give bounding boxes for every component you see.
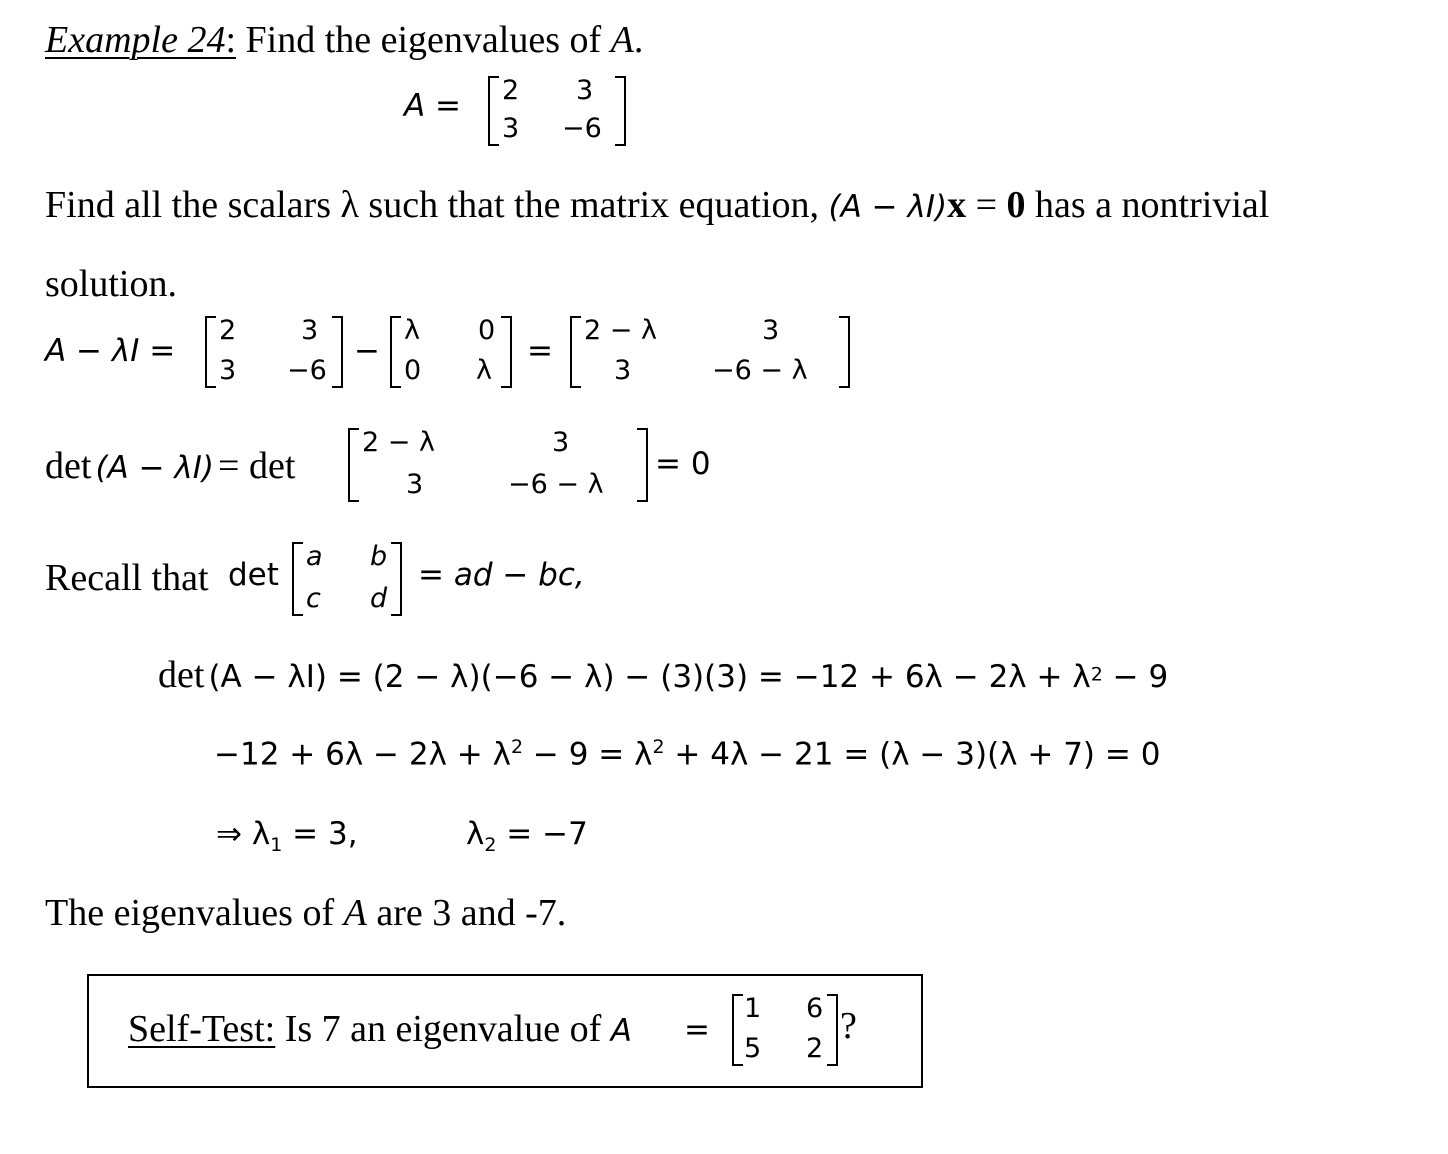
matrix-a: 2 3 3 −6 [488,76,626,146]
conclusion: The eigenvalues of A are 3 and -7. [45,892,567,934]
step1-lhs: A − λI = [45,333,176,369]
selftest-equals: = [684,1012,710,1048]
step5-lambda1: ⇒ $\lambda_1 = 3$, [216,816,358,857]
step4: $-12 + 6\lambda - 2\lambda + \lambda^2 - 9 = \lambda^2 + 4\lambda - 21 = (\lambda - 3)(\lambda + 7) = 0$ [214,736,1161,773]
step1-matrix-lambda-i: λ 0 0 λ [390,316,512,388]
recall-rhs: = ad − bc, [418,557,585,593]
selftest-text: Self-Test: Is 7 an eigenvalue of A [128,1008,632,1050]
step3: $\det (A - \lambda I) = (2 - \lambda)(-6 - \lambda) - (3)(3) = -12 + 6\lambda - 2\lambda + \lambda^2 - 9$ [158,654,1169,696]
paragraph-line1: Find all the scalars λ such that the matrix equation, (A − λI)x = 0 has a nontrivial [45,184,1270,226]
step2-lhs: det (A − λI) = det [45,445,296,487]
example-label: Example 24 [45,19,226,61]
step5-lambda2: $\lambda_2 = -7$ [466,816,588,857]
example-heading: Example 24: Find the eigenvalues of A. [45,19,644,61]
step1-equals: = [527,333,553,369]
step2-rhs: = 0 [655,446,711,482]
matrix-a-lhs: A = [404,88,462,124]
recall-det: det [228,557,279,593]
selftest-question-mark: ? [840,1005,857,1047]
recall-text: Recall that [45,557,209,599]
step1-matrix-result: 2 − λ 3 3 −6 − λ [570,316,850,388]
step1-matrix-a: 2 3 3 −6 [205,316,343,388]
selftest-label: Self-Test: [128,1008,276,1050]
step2-matrix: 2 − λ 3 3 −6 − λ [348,428,648,502]
step1-minus: − [354,333,380,369]
selftest-matrix: 1 6 5 2 [732,994,838,1066]
recall-matrix: a b c d [292,542,402,616]
paragraph-line2: solution. [45,263,177,305]
